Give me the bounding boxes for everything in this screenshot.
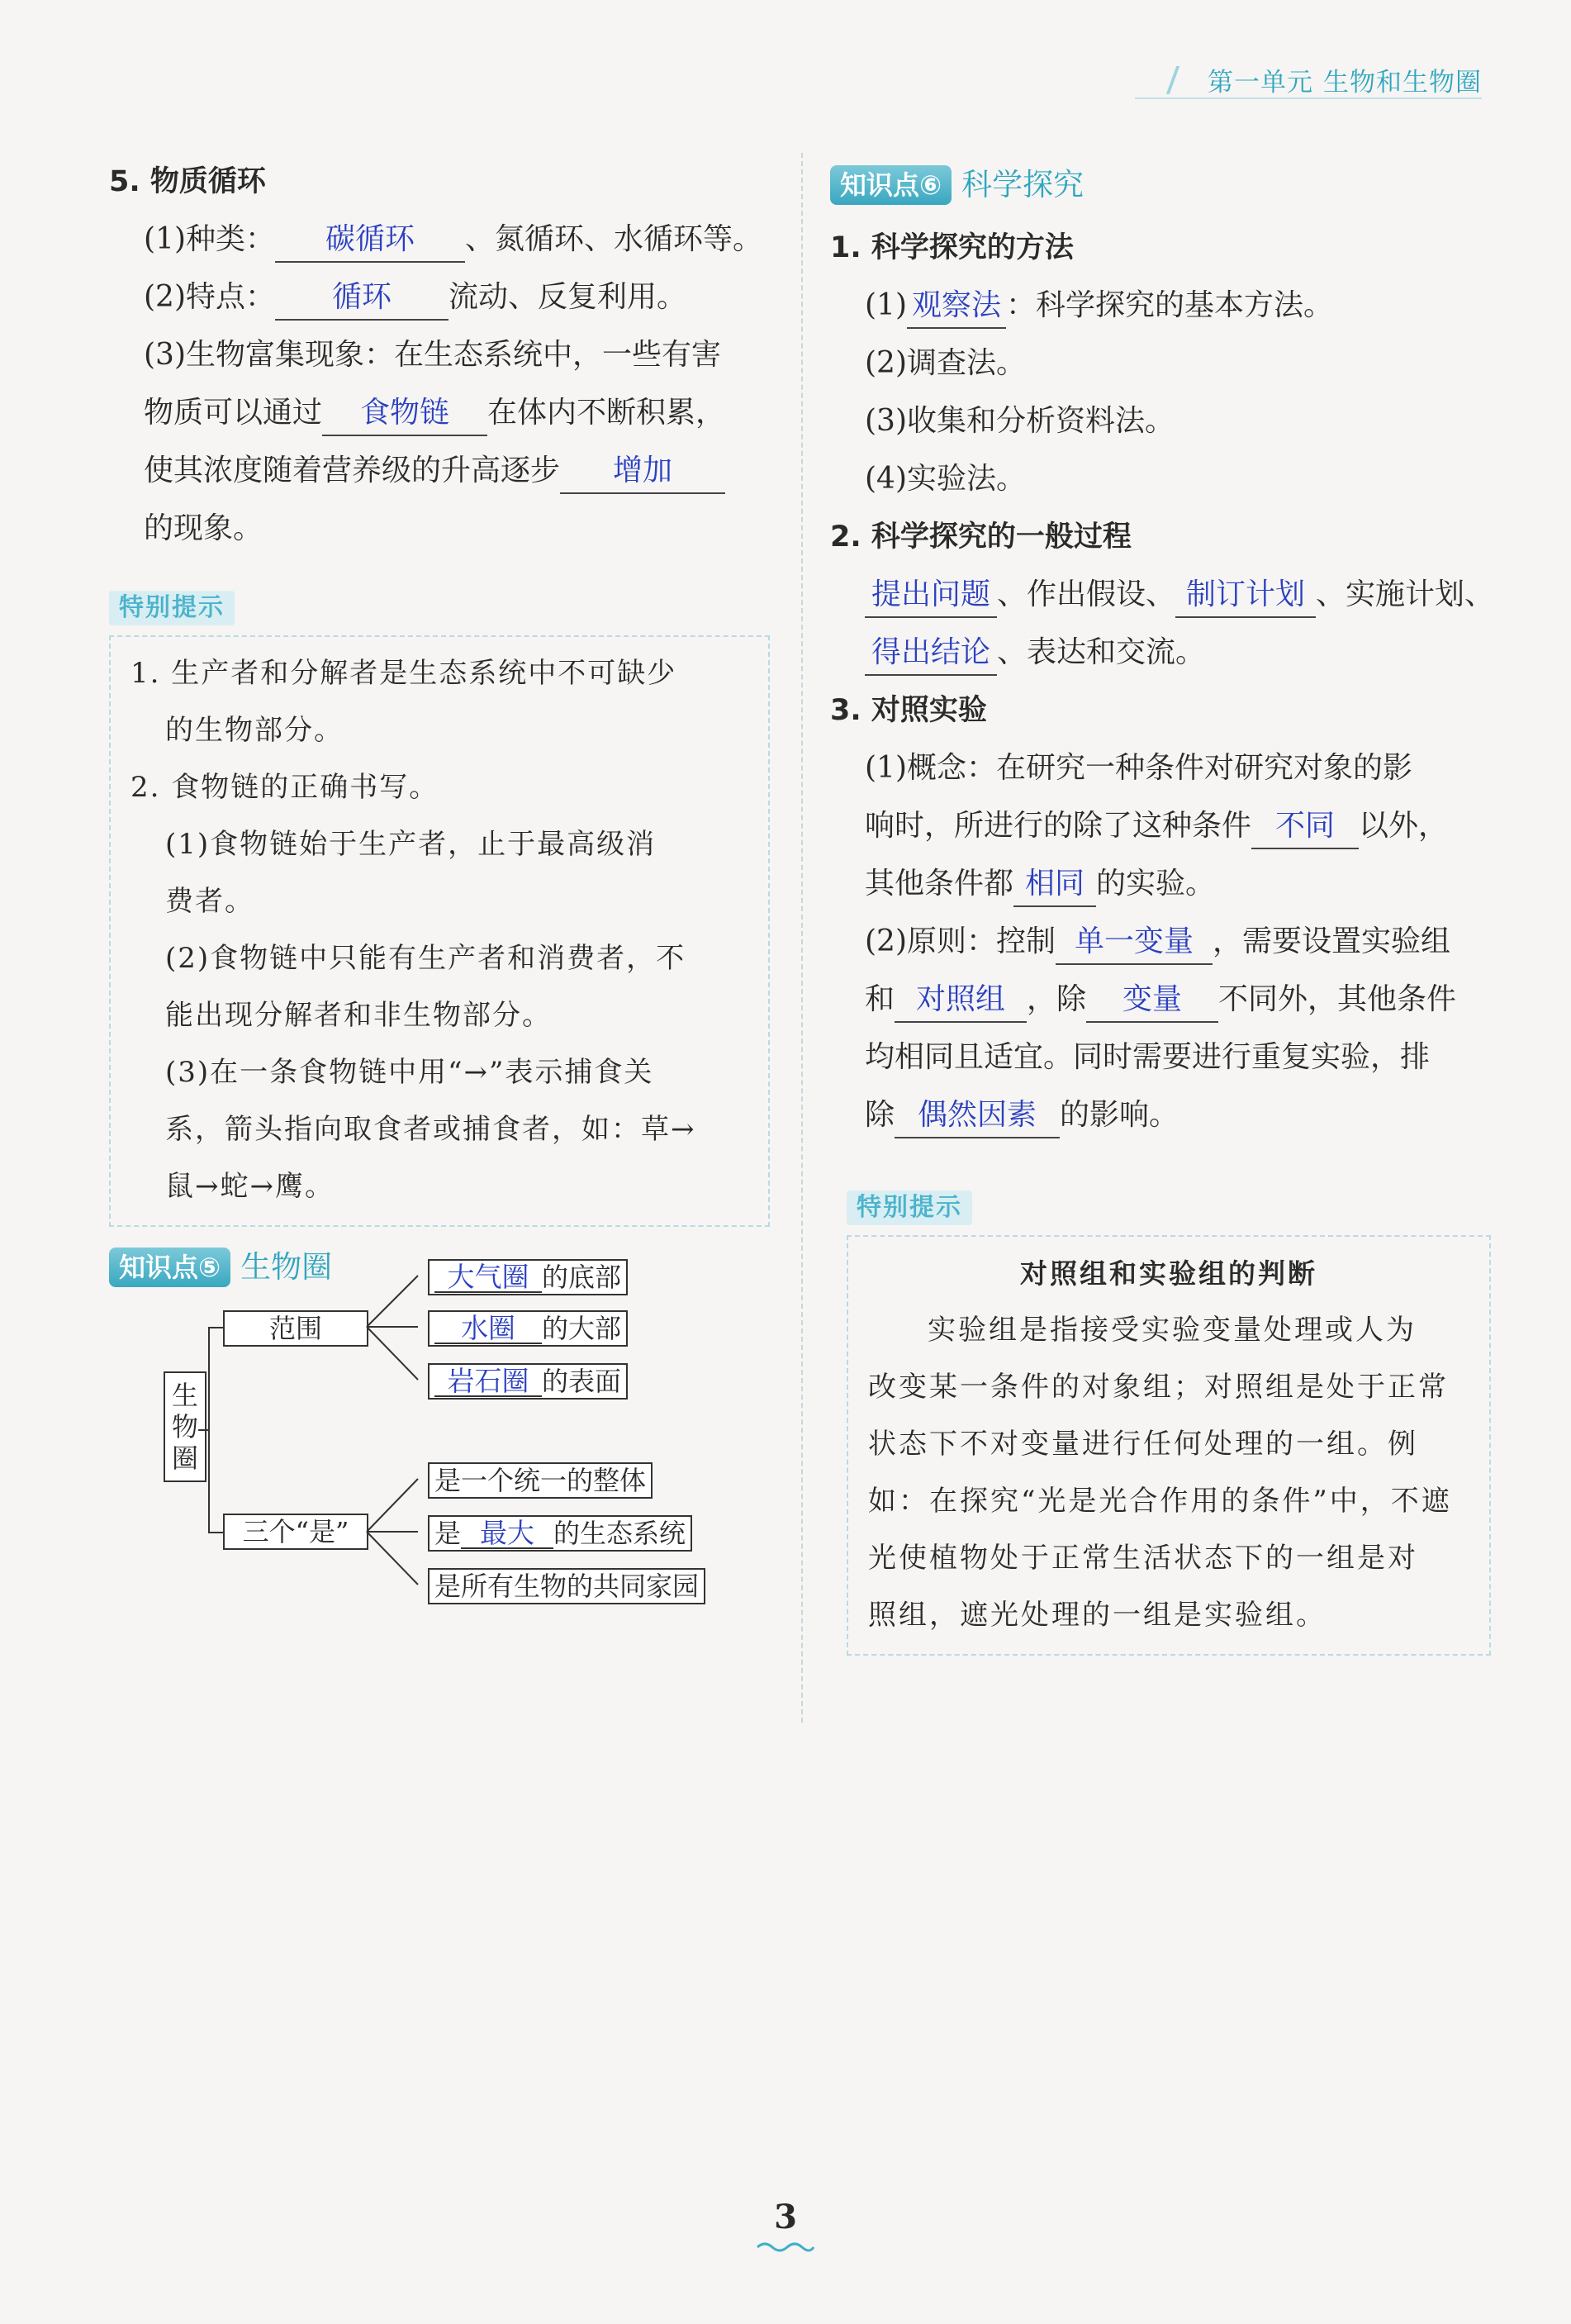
header-decoration-icon: [1166, 66, 1203, 94]
text: 在体内不断积累，: [487, 396, 726, 430]
text: 是: [434, 1518, 462, 1549]
text: 除: [865, 1098, 895, 1132]
control-line-2: [830, 797, 1491, 855]
answer-blank: 偶然因素: [895, 1094, 1060, 1138]
tip-line: 费者。: [165, 885, 254, 918]
text: (1)种类：: [144, 222, 275, 256]
tip-line: 能出现分解者和非生物部分。: [165, 999, 552, 1032]
answer-blank: 相同: [1013, 863, 1096, 907]
method-line-3: (3)收集和分析资料法。: [865, 404, 1175, 438]
text: (2)原则：控制: [865, 924, 1056, 958]
answer-blank: 提出问题: [865, 573, 997, 618]
knowledge-point-6: [830, 156, 1491, 214]
left-column: [109, 153, 770, 1301]
control-line-7: [830, 1086, 1491, 1144]
process-title: 2. 科学探究的一般过程: [830, 520, 1132, 554]
page-number-wave-icon: [756, 2241, 815, 2254]
tip-line: 的生物部分。: [165, 714, 344, 747]
process-line-1: [830, 566, 1495, 624]
text: 的影响。: [1060, 1098, 1179, 1132]
tip-left: [109, 577, 770, 1227]
tip-line: 2. 食物链的正确书写。: [131, 771, 439, 804]
answer-blank: 不同: [1251, 805, 1359, 849]
text: ，需要设置实验组: [1213, 924, 1451, 958]
text: 使其浓度随着营养级的升高逐步: [144, 454, 561, 487]
tip-line: 改变某一条件的对象组；对照组是处于正常: [868, 1371, 1449, 1404]
tip-line: 如：在探究“光是光合作用的条件”中，不遮: [868, 1485, 1452, 1518]
fan-lines: [367, 1248, 425, 1611]
tip-line: 光使植物处于正常生活状态下的一组是对: [868, 1542, 1418, 1575]
tip-left-box: [109, 635, 770, 1227]
kp-badge: 知识点⑥: [830, 165, 952, 205]
diagram-root: 生物圈: [164, 1371, 206, 1482]
section-5-line-1: [109, 211, 770, 269]
control-line-6: 均相同且适宜。同时需要进行重复实验，排: [865, 1040, 1431, 1074]
running-header: [1171, 61, 1482, 98]
text: 、氮循环、水循环等。: [465, 222, 763, 256]
control-line-5: [830, 971, 1491, 1029]
scope-item-2: [428, 1310, 628, 1347]
text: 、实施计划、: [1316, 577, 1495, 611]
answer-blank: 得出结论: [865, 631, 997, 676]
process-line-2: [830, 624, 1491, 682]
connector: [208, 1532, 223, 1533]
control-line-1: (1)概念：在研究一种条件对研究对象的影: [865, 751, 1412, 785]
text: 以外，: [1359, 809, 1449, 843]
connector: [198, 1429, 210, 1431]
text: 、作出假设、: [997, 577, 1176, 611]
kp-title: 生物圈: [240, 1249, 333, 1285]
text: (1): [865, 288, 907, 322]
text: 的生态系统: [553, 1518, 686, 1549]
tip-line: 1. 生产者和分解者是生态系统中不可缺少: [131, 657, 677, 690]
tip-line: 鼠→蛇→鹰。: [165, 1170, 335, 1203]
answer-blank: 碳循环: [275, 218, 465, 263]
is-item-2: [428, 1515, 692, 1552]
method-line-2: (2)调查法。: [865, 346, 1026, 380]
control-title: 3. 对照实验: [830, 694, 987, 727]
section-5-line-3: (3)生物富集现象：在生态系统中，一些有害: [144, 338, 721, 372]
scope-item-1: [428, 1259, 628, 1295]
kp-badge: 知识点⑤: [109, 1248, 230, 1287]
text: 不同外，其他条件: [1218, 982, 1457, 1016]
answer-blank: 最大: [461, 1519, 553, 1549]
tip-line: 系，箭头指向取食者或捕食者，如：草→: [165, 1113, 696, 1146]
text: 其他条件都: [865, 867, 1014, 901]
control-line-3: [830, 855, 1491, 913]
section-5-line-4: [109, 384, 770, 442]
control-line-4: [830, 913, 1491, 971]
tip-line: 状态下不对变量进行任何处理的一组。例: [868, 1428, 1418, 1461]
header-title: 生物和生物圈: [1323, 68, 1482, 97]
tip-line: 实验组是指接受实验变量处理或人为: [928, 1314, 1417, 1347]
answer-blank: 食物链: [322, 392, 487, 436]
text: 物质可以通过: [144, 396, 323, 430]
tip-right: [847, 1177, 1491, 1656]
text: 、表达和交流。: [997, 635, 1206, 669]
answer-blank: 观察法: [907, 284, 1006, 329]
text: ，除: [1027, 982, 1087, 1016]
column-divider: [801, 153, 803, 1723]
answer-blank: 制订计划: [1175, 573, 1316, 618]
answer-blank: 对照组: [895, 978, 1027, 1023]
text: 的底部: [542, 1262, 622, 1293]
tip-badge: 特别提示: [109, 591, 235, 625]
scope-item-3: [428, 1363, 628, 1400]
method-line-4: (4)实验法。: [865, 462, 1026, 496]
tip-line: 照组，遮光处理的一组是实验组。: [868, 1599, 1327, 1632]
branch-scope: 范围: [223, 1310, 368, 1347]
kp-title: 科学探究: [961, 167, 1085, 202]
text: 的实验。: [1096, 867, 1216, 901]
is-item-1: 是一个统一的整体: [428, 1462, 653, 1499]
method-title: 1. 科学探究的方法: [830, 231, 1074, 264]
answer-blank: 单一变量: [1056, 920, 1213, 965]
text: ：科学探究的基本方法。: [1006, 288, 1334, 322]
tip-badge: 特别提示: [847, 1191, 972, 1225]
text: 流动、反复利用。: [449, 280, 687, 314]
header-rule: [1135, 97, 1482, 99]
header-unit: 第一单元: [1208, 68, 1313, 97]
branch-three-is: 三个“是”: [223, 1514, 368, 1550]
page-number: 3: [774, 2198, 797, 2236]
answer-blank: 大气圈: [434, 1263, 542, 1293]
biosphere-diagram: [157, 1248, 735, 1611]
text: 的大部: [542, 1313, 622, 1344]
text: 和: [865, 982, 895, 1016]
connector: [208, 1327, 223, 1328]
right-column: [830, 153, 1495, 1656]
answer-blank: 变量: [1086, 978, 1218, 1023]
tip-line: (2)食物链中只能有生产者和消费者，不: [165, 942, 686, 975]
answer-blank: 增加: [560, 449, 725, 494]
answer-blank: 水圈: [434, 1314, 542, 1344]
section-5-line-6: 的现象。: [144, 511, 263, 545]
text: (2)特点：: [144, 280, 275, 314]
tip-heading: 对照组和实验组的判断: [1020, 1257, 1317, 1290]
tip-line: (3)在一条食物链中用“→”表示捕食关: [165, 1056, 654, 1089]
answer-blank: 循环: [275, 276, 449, 321]
method-line-1: [830, 277, 1491, 335]
section-5-title: 5. 物质循环: [109, 165, 266, 198]
is-item-3: 是所有生物的共同家园: [428, 1568, 705, 1604]
tip-line: (1)食物链始于生产者，止于最高级消: [165, 828, 657, 861]
text: 的表面: [542, 1366, 622, 1397]
tip-right-box: [847, 1235, 1491, 1656]
section-5-line-5: [109, 442, 770, 500]
section-5-line-2: [109, 269, 770, 326]
answer-blank: 岩石圈: [434, 1367, 542, 1397]
text: 响时，所进行的除了这种条件: [865, 809, 1252, 843]
